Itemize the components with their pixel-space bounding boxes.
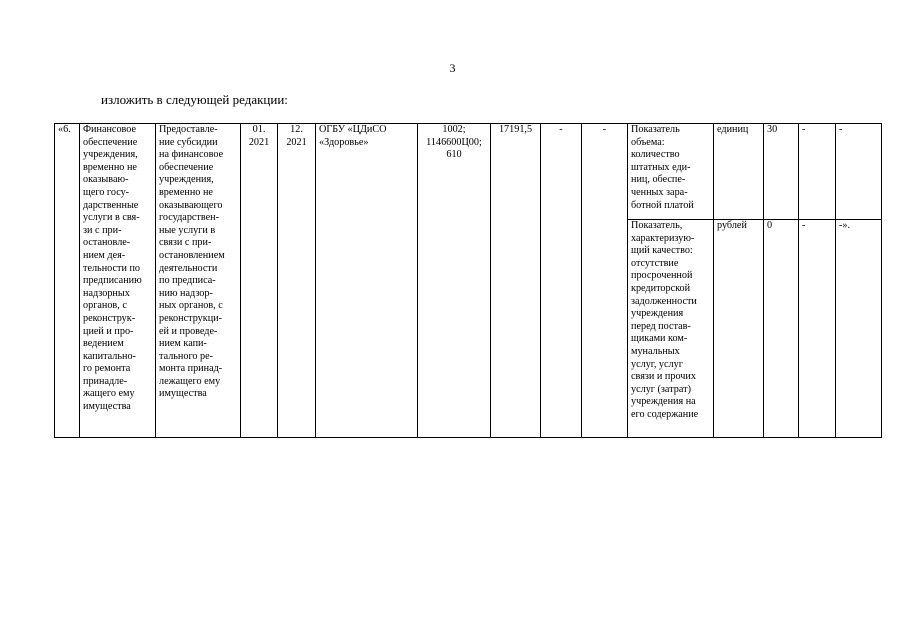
executor: ОГБУ «ЦДиСО «Здоровье» — [316, 124, 418, 438]
end-date: 12. 2021 — [278, 124, 316, 438]
table-row — [55, 124, 882, 220]
activity-name: Финансовое обеспечение учреждения, временно не оказываю- щего госу- дарственные услуги в свя- зи с при- остановле- нием дея- тельности по предписанию надзорных органов, с реконструк- цией и про- ведением капитально- го ремонта принадле- жащего ему имущества — [80, 124, 156, 438]
indicator-value-3: -». — [836, 220, 882, 438]
indicator-value: 30 — [764, 124, 799, 220]
funding-amount: 17191,5 — [491, 124, 541, 438]
activity-description: Предоставле- ние субсидии на финансовое обеспечение учреждения, временно не оказывающего государствен- ные услуги в связи с при- остановлением деятельности по предписа- нию надзор- ных органов, с реконструкци- ей и проведе- нием капи- тального ре- монта принад- лежащего ему имущества — [156, 124, 241, 438]
indicator-value: 0 — [764, 220, 799, 438]
indicator-unit: рублей — [714, 220, 764, 438]
intro-text: изложить в следующей редакции: — [101, 92, 288, 107]
dash-cell: - — [582, 124, 628, 438]
indicator-value-2: - — [799, 220, 836, 438]
indicator-name: Показатель, характеризую- щий качество: отсутствие просроченной кредиторской задолженности учреждения перед постав- щиками ком- мунальных услуг, услуг связи и прочих услуг (затрат) учреждения на его содержание — [628, 220, 714, 438]
row-number: «6. — [55, 124, 80, 438]
page-number: 3 — [449, 61, 456, 75]
indicator-name: Показатель объема: количество штатных еди- ниц, обеспе- ченных зара- ботной платой — [628, 124, 714, 220]
indicator-value-3: - — [836, 124, 882, 220]
indicator-value-2: - — [799, 124, 836, 220]
start-date: 01. 2021 — [241, 124, 278, 438]
dash-cell: - — [541, 124, 582, 438]
budget-code: 1002; 1146600Ц00; 610 — [418, 124, 491, 438]
indicator-unit: единиц — [714, 124, 764, 220]
program-table — [54, 123, 882, 438]
